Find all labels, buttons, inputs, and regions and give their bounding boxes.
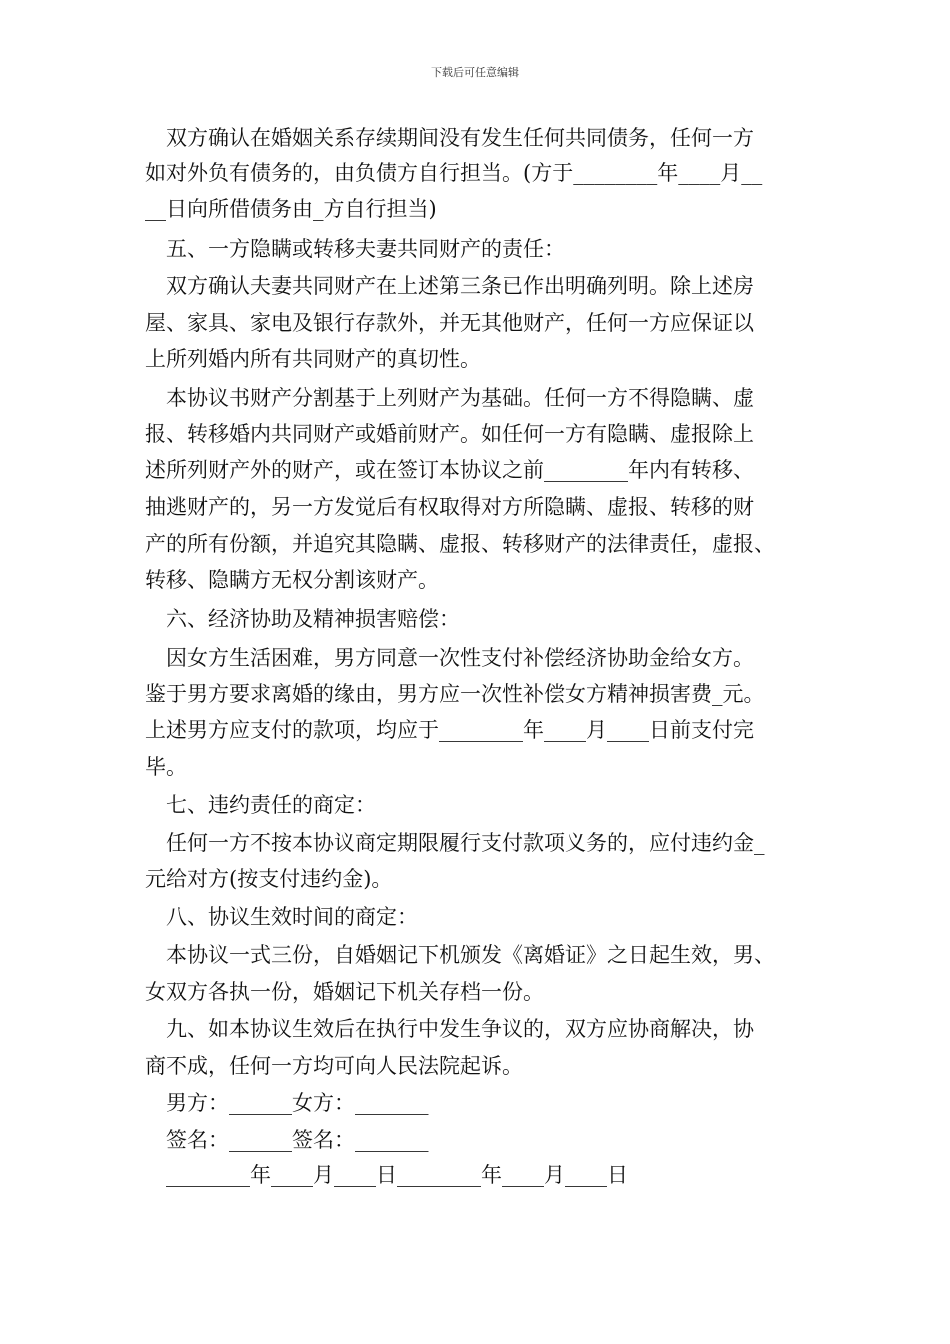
page-header: 下载后可任意编辑 bbox=[431, 66, 519, 79]
paragraph-line: 鉴于男方要求离婚的缘由，男方应一次性补偿女方精神损害费_元。 bbox=[145, 682, 765, 706]
paragraph-line: 本协议一式三份，自婚姻记下机颁发《离婚证》之日起生效，男、 bbox=[145, 943, 775, 967]
paragraph-line: 产的所有份额，并追究其隐瞒、虚报、转移财产的法律责任，虚报、 bbox=[145, 532, 775, 556]
paragraph-line: 抽逃财产的，另一方发觉后有权取得对方所隐瞒、虚报、转移的财 bbox=[145, 495, 754, 519]
paragraph-line: 商不成，任何一方均可向人民法院起诉。 bbox=[145, 1054, 523, 1078]
signature-parties-line: 男方：______女方：_______ bbox=[145, 1091, 429, 1115]
paragraph-line: 任何一方不按本协议商定期限履行支付款项义务的，应付违约金_ bbox=[145, 831, 765, 855]
paragraph-line: 述所列财产外的财产，或在签订本协议之前________年内有转移、 bbox=[145, 458, 754, 482]
paragraph-line: 上所列婚内所有共同财产的真切性。 bbox=[145, 347, 481, 371]
paragraph-line: 本协议书财产分割基于上列财产为基础。任何一方不得隐瞒、虚 bbox=[145, 386, 754, 410]
paragraph-line: __日向所借债务由_方自行担当) bbox=[145, 197, 437, 221]
paragraph-line: 上述男方应支付的款项，均应于________年____月____日前支付完 bbox=[145, 718, 754, 742]
paragraph-line: 毕。 bbox=[145, 755, 187, 779]
paragraph-line: 九、如本协议生效后在执行中发生争议的，双方应协商解决，协 bbox=[145, 1017, 754, 1041]
paragraph-line: 女双方各执一份，婚姻记下机关存档一份。 bbox=[145, 980, 544, 1004]
paragraph-line: 元给对方(按支付违约金)。 bbox=[145, 867, 393, 891]
paragraph-line: 双方确认夫妻共同财产在上述第三条已作出明确列明。除上述房 bbox=[145, 274, 754, 298]
signature-names-line: 签名：______签名：_______ bbox=[145, 1128, 429, 1152]
paragraph-line: 因女方生活困难，男方同意一次性支付补偿经济协助金给女方。 bbox=[145, 646, 754, 670]
paragraph-line: 如对外负有债务的，由负债方自行担当。(方于________年____月__ bbox=[145, 161, 763, 185]
section-heading: 六、经济协助及精神损害赔偿： bbox=[145, 607, 460, 631]
paragraph-line: 双方确认在婚姻关系存续期间没有发生任何共同债务，任何一方 bbox=[145, 126, 754, 150]
paragraph-line: 屋、家具、家电及银行存款外，并无其他财产，任何一方应保证以 bbox=[145, 311, 754, 335]
section-heading: 五、一方隐瞒或转移夫妻共同财产的责任： bbox=[145, 237, 565, 261]
paragraph-line: 报、转移婚内共同财产或婚前财产。如任何一方有隐瞒、虚报除上 bbox=[145, 422, 754, 446]
paragraph-line: 转移、隐瞒方无权分割该财产。 bbox=[145, 568, 439, 592]
signature-dates-line: ________年____月____日________年____月____日 bbox=[145, 1163, 628, 1187]
section-heading: 七、违约责任的商定： bbox=[145, 793, 376, 817]
section-heading: 八、协议生效时间的商定： bbox=[145, 905, 418, 929]
